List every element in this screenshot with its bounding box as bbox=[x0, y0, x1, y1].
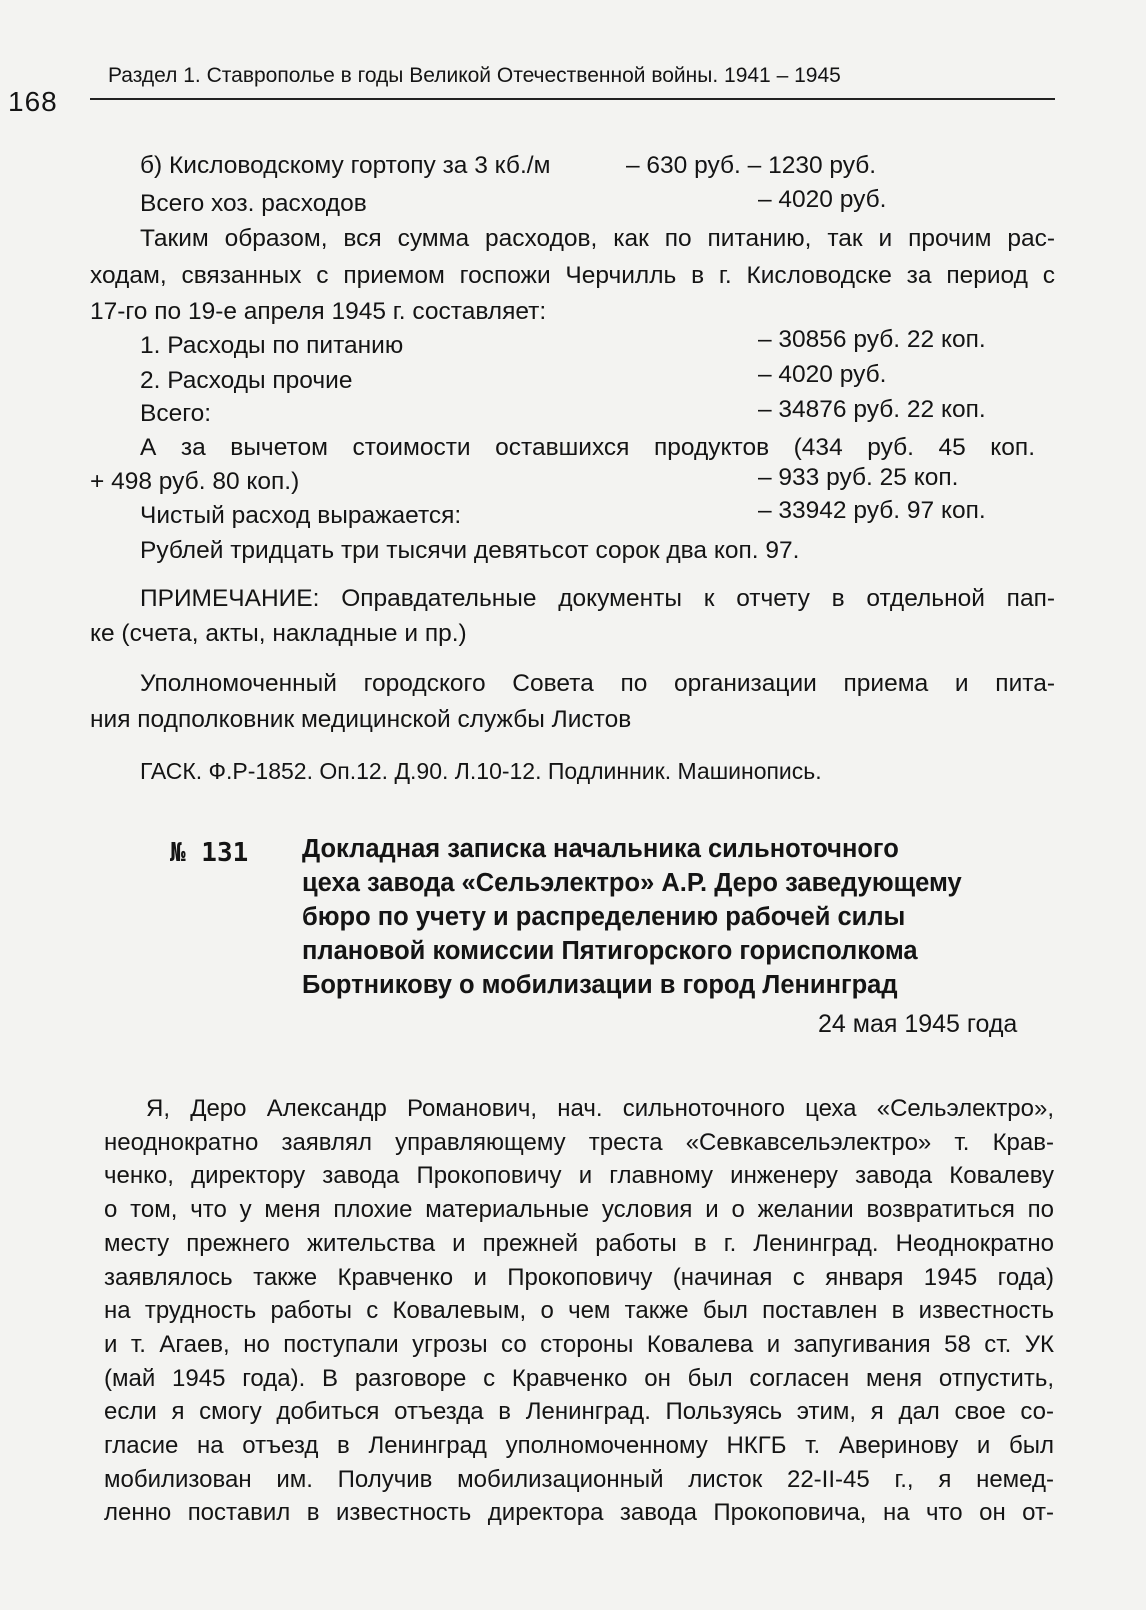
note-line-1: ПРИМЕЧАНИЕ: Оправдательные документы к отчету в отдельной пап- bbox=[140, 585, 1055, 612]
summary-line-1: Таким образом, вся сумма расходов, как по питанию, так и прочим рас- bbox=[140, 225, 1055, 252]
document-title bbox=[302, 832, 1062, 1002]
signature-line-1: Уполномоченный городского Совета по организации приема и пита- bbox=[140, 670, 1055, 697]
note-line-2: ке (счета, акты, накладные и пр.) bbox=[90, 620, 467, 647]
item-2-value: – 4020 руб. bbox=[758, 361, 887, 388]
deduct-line-2-label: + 498 руб. 80 коп.) bbox=[90, 468, 300, 495]
page-number: 168 bbox=[8, 86, 58, 117]
sum-value: – 34876 руб. 22 коп. bbox=[758, 396, 986, 423]
running-header: Раздел 1. Ставрополье в годы Великой Отечественной войны. 1941 – 1945 bbox=[108, 64, 841, 87]
body-line: (май 1945 года). В разговоре с Кравченко он был согласен меня отпустить, bbox=[104, 1364, 1054, 1392]
sum-label: Всего: bbox=[140, 400, 212, 427]
item-1-value: – 30856 руб. 22 коп. bbox=[758, 326, 986, 353]
body-line: заявлялось также Кравченко и Прокоповичу (начиная с января 1945 года) bbox=[104, 1263, 1054, 1291]
net-label: Чистый расход выражается: bbox=[140, 502, 462, 529]
summary-line-3: 17-го по 19-е апреля 1945 г. составляет: bbox=[90, 298, 547, 325]
body-line: о том, что у меня плохие материальные условия и о желании возвратиться по bbox=[104, 1196, 1054, 1224]
body-line: неоднократно заявлял управляющему треста «Севкавсельэлектро» т. Крав- bbox=[104, 1128, 1054, 1156]
expense-total-value: – 4020 руб. bbox=[758, 186, 887, 213]
body-line: месту прежнего жительства и прежней работы в г. Ленинград. Неоднократно bbox=[104, 1229, 1054, 1257]
signature-line-2: ния подполковник медицинской службы Листов bbox=[90, 706, 632, 733]
expense-total-label: Всего хоз. расходов bbox=[140, 190, 367, 217]
body-line: ченко, директору завода Прокоповичу и главному инженеру завода Ковалеву bbox=[104, 1162, 1054, 1190]
amount-in-words: Рублей тридцать три тысячи девятьсот сорок два коп. 97. bbox=[140, 537, 800, 564]
document-date: 24 мая 1945 года bbox=[818, 1010, 1018, 1038]
expense-b-price: – 630 руб. – 1230 руб. bbox=[626, 152, 877, 179]
item-1-label: 1. Расходы по питанию bbox=[140, 332, 404, 359]
expense-b-label: б) Кисловодскому гортопу за 3 кб./м bbox=[140, 152, 551, 179]
net-value: – 33942 руб. 97 коп. bbox=[758, 497, 986, 524]
title-line: цеха завода «Сельэлектро» А.Р. Деро заведующему bbox=[302, 869, 962, 897]
item-2-label: 2. Расходы прочие bbox=[140, 367, 353, 394]
document-body bbox=[104, 1092, 1054, 1530]
body-line: и т. Агаев, но поступали угрозы со стороны Ковалева и запугивания 58 ст. УК bbox=[104, 1330, 1054, 1358]
body-line: Я, Деро Александр Романович, нач. сильноточного цеха «Сельэлектро», bbox=[146, 1095, 1054, 1122]
body-line: если я смогу добиться отъезда в Ленинград. Пользуясь этим, я дал свое со- bbox=[104, 1398, 1054, 1426]
header-rule bbox=[90, 98, 1055, 100]
archive-source: ГАСК. Ф.Р-1852. Оп.12. Д.90. Л.10-12. Подлинник. Машинопись. bbox=[140, 758, 822, 784]
body-line: ленно поставил в известность директора завода Прокоповича, на что он от- bbox=[104, 1499, 1054, 1527]
body-line: гласие на отъезд в Ленинград уполномоченному НКГБ т. Аверинову и был bbox=[104, 1432, 1054, 1460]
body-line: мобилизован им. Получив мобилизационный листок 22-II-45 г., я немед- bbox=[104, 1465, 1054, 1493]
title-line: Докладная записка начальника сильноточного bbox=[302, 835, 899, 863]
title-line: Бортникову о мобилизации в город Ленинград bbox=[302, 971, 898, 999]
title-line: плановой комиссии Пятигорского горисполкома bbox=[302, 937, 918, 965]
document-number: № 131 bbox=[170, 838, 249, 868]
deduct-line-2-value: – 933 руб. 25 коп. bbox=[758, 464, 959, 491]
body-line: на трудность работы с Ковалевым, о чем также был поставлен в известность bbox=[104, 1297, 1054, 1325]
deduct-line-1: А за вычетом стоимости оставшихся продуктов (434 руб. 45 коп. bbox=[140, 434, 1035, 461]
summary-line-2: ходам, связанных с приемом госпожи Черчилль в г. Кисловодске за период с bbox=[90, 262, 1055, 289]
title-line: бюро по учету и распределению рабочей силы bbox=[302, 903, 906, 931]
